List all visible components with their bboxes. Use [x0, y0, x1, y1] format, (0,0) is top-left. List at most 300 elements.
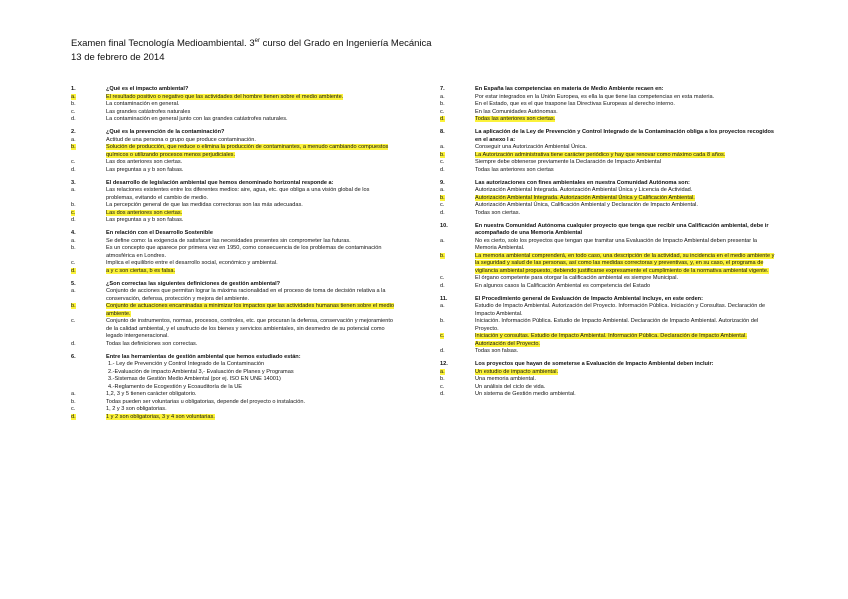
option-label-text: a.	[440, 93, 445, 100]
question-block	[440, 361, 775, 399]
answer-option	[71, 137, 396, 145]
option-label-text: d.	[71, 413, 76, 420]
answer-option	[71, 202, 396, 210]
option-text	[106, 210, 396, 218]
answer-option	[440, 187, 775, 195]
option-label	[71, 391, 106, 399]
option-text-content: Un estudio de impacto ambiental.	[475, 368, 559, 375]
question-block	[71, 129, 396, 174]
option-label-text: b.	[71, 144, 76, 150]
question-header	[71, 230, 396, 238]
answer-option	[71, 217, 396, 225]
sublist-item: 3.-Sistemas de Gestión Medio Ambiental (por ej. ISO EN UNE 14001)	[108, 376, 281, 382]
option-text	[475, 101, 775, 109]
option-text	[475, 195, 775, 203]
option-text-content: La percepción general de que las medidas correctoras son las más adecuadas.	[106, 202, 303, 208]
option-text	[106, 101, 396, 109]
option-label	[440, 210, 475, 218]
option-label	[71, 238, 106, 246]
answer-option	[71, 406, 396, 414]
option-text	[106, 94, 396, 102]
option-text	[475, 391, 775, 399]
answer-option	[440, 275, 775, 283]
answer-option	[440, 202, 775, 210]
option-label-text: d.	[440, 166, 445, 173]
option-label	[71, 202, 106, 210]
answer-option	[71, 245, 396, 260]
answer-option	[71, 318, 396, 341]
question-header	[71, 86, 396, 94]
option-text	[475, 333, 775, 348]
option-text-content: Todas las anteriores son ciertas.	[475, 116, 556, 122]
option-label-text: d.	[440, 116, 445, 122]
option-label	[440, 238, 475, 253]
option-label	[440, 101, 475, 109]
option-label-text: c.	[71, 406, 76, 412]
option-text-content: En el Estado, que es el que traspone las Directivas Europeas al derecho interno.	[475, 101, 675, 107]
option-text	[106, 399, 396, 407]
question-text: ¿Son correctas las siguientes definiciones de gestión ambiental?	[106, 280, 281, 287]
question-block	[440, 296, 775, 356]
option-label	[71, 109, 106, 117]
option-label	[440, 202, 475, 210]
option-label	[71, 144, 106, 159]
answer-option	[440, 238, 775, 253]
question-number: 3.	[71, 179, 76, 186]
option-label	[440, 283, 475, 291]
answer-option	[71, 116, 396, 124]
option-text-content: Todas son ciertas.	[475, 209, 521, 216]
question-block	[71, 180, 396, 225]
answer-option	[71, 109, 396, 117]
question-text: En nuestra Comunidad Autónoma cualquier proyecto que tenga que recibir una Calificación ambiental, debe ir acompañado de una Memoria Ambiental	[475, 222, 769, 236]
answer-option	[440, 283, 775, 291]
option-text-content: 1 y 2 son obligatorias, 3 y 4 son voluntarias.	[106, 413, 215, 420]
question-text: Las autorizaciones con fines ambientales en nuestra Comunidad Autónoma son:	[475, 179, 690, 186]
option-label-text: a.	[71, 391, 76, 397]
answer-option-correct	[71, 144, 396, 159]
option-text-content: 1,2, 3 y 5 tienen carácter obligatorio.	[106, 391, 197, 397]
option-text	[475, 275, 775, 283]
answer-option	[440, 384, 775, 392]
option-label-text: b.	[440, 376, 445, 382]
exam-title-rest: curso del Grado en Ingeniería Mecánica	[259, 38, 432, 50]
option-text-content: Las grandes catástrofes naturales	[106, 108, 191, 115]
option-text-content: Un sistema de Gestión medio ambiental.	[475, 391, 576, 397]
answer-option	[71, 159, 396, 167]
answer-option	[71, 341, 396, 349]
right-column	[440, 86, 775, 404]
option-label	[440, 116, 475, 124]
option-label	[71, 159, 106, 167]
option-text-content: Las relaciones existentes entre los diferentes medios: aire, agua, etc. que obliga a una visión global de los problemas, evitando el cambio de medio.	[106, 187, 370, 201]
answer-option	[71, 167, 396, 175]
question-header	[440, 223, 775, 238]
answer-option	[440, 144, 775, 152]
answer-option	[71, 187, 396, 202]
option-label	[440, 376, 475, 384]
answer-option	[440, 167, 775, 175]
option-text	[106, 109, 396, 117]
answer-option	[71, 238, 396, 246]
option-label-text: d.	[71, 267, 76, 274]
option-text-content: Iniciación. Información Pública. Estudio de Impacto Ambiental. Declaración de Impacto Ambiental. Autorización del Proyecto.	[475, 318, 759, 332]
option-text	[106, 406, 396, 414]
question-header	[71, 281, 396, 289]
question-header	[440, 129, 775, 144]
option-label-text: d.	[71, 217, 76, 223]
option-text	[106, 245, 396, 260]
option-text-content: Siempre debe obtenerse previamente la Declaración de Impacto Ambiental	[475, 159, 661, 165]
option-text-content: Conjunto de instrumentos, normas, procesos, controles, etc. que procuran la defensa, conservación y mejoramiento de la calidad ambiental, y el usufructo de los bienes y servicios ambientales, sin desmedro de su potencial como legado intergeneracional.	[106, 318, 393, 339]
exam-title	[71, 38, 432, 49]
answer-option-correct	[440, 369, 775, 377]
question-block	[440, 180, 775, 218]
answer-option-correct	[440, 116, 775, 124]
option-text-content: La contaminación en general.	[106, 101, 180, 107]
option-label	[440, 94, 475, 102]
sublist-item: 1.- Ley de Prevención y Control Integrado de la Contaminación	[108, 361, 265, 367]
question-number: 8.	[440, 129, 445, 135]
option-text	[106, 238, 396, 246]
left-column	[71, 86, 396, 427]
option-label	[440, 187, 475, 195]
question-number: 2.	[71, 129, 76, 135]
answer-option	[71, 391, 396, 399]
option-text	[475, 109, 775, 117]
option-text	[475, 202, 775, 210]
option-label	[440, 318, 475, 333]
option-label	[440, 275, 475, 283]
option-label-text: b.	[71, 303, 76, 309]
option-label-text: c.	[440, 383, 445, 390]
question-header	[71, 129, 396, 137]
option-label	[440, 348, 475, 356]
option-text	[475, 152, 775, 160]
option-text-content: Una memoria ambiental.	[475, 376, 536, 382]
option-text	[475, 303, 775, 318]
option-label-text: a.	[71, 136, 76, 143]
option-label-text: d.	[71, 340, 76, 347]
answer-option	[71, 101, 396, 109]
option-text-content: Conjunto de actuaciones encaminadas a minimizar los impactos que las actividades humanas tienen sobre el medio ambiente.	[106, 303, 394, 317]
option-label	[440, 333, 475, 348]
question-text: Los proyectos que hayan de someterse a Evaluación de Impacto Ambiental deben incluir:	[475, 361, 714, 367]
question-number: 6.	[71, 353, 76, 360]
option-label	[71, 260, 106, 268]
option-text-content: Conseguir una Autorización Ambiental Única.	[475, 144, 587, 150]
option-text	[106, 318, 396, 341]
option-label-text: b.	[440, 101, 445, 107]
question-number: 10.	[440, 222, 448, 229]
answer-option	[440, 109, 775, 117]
option-label-text: c.	[71, 209, 76, 216]
option-label	[71, 288, 106, 303]
sublist-item: 4.-Reglamento de Ecogestión y Ecoauditoría de la UE	[108, 383, 243, 390]
question-number: 4.	[71, 230, 76, 236]
option-label-text: c.	[71, 318, 76, 324]
answer-option	[440, 94, 775, 102]
answer-option-correct	[71, 268, 396, 276]
option-text	[106, 137, 396, 145]
option-text	[475, 167, 775, 175]
question-number: 9.	[440, 179, 445, 186]
option-text	[106, 159, 396, 167]
option-text	[106, 268, 396, 276]
option-label-text: c.	[440, 202, 445, 208]
option-label	[71, 94, 106, 102]
option-label-text: a.	[71, 288, 76, 294]
option-text-content: Las dos anteriores son ciertas.	[106, 209, 183, 216]
option-text-content: Las preguntas a y b son falsas.	[106, 166, 184, 173]
option-label-text: b.	[71, 398, 76, 405]
question-text: En España las competencias en materia de Medio Ambiente recaen en:	[475, 86, 664, 92]
option-label	[71, 210, 106, 218]
question-block	[71, 281, 396, 349]
option-text-content: La memoria ambiental comprenderá, en todo caso, una descripción de la actividad, su incidencia en el medio ambiente y la seguridad y salud de las personas, así como las medidas correctoras y preventivas, y, en su caso, el programa de vigilancia ambiental propuesto, debiendo justificarse expresamente el cumplimiento de la normativa ambiental vigente.	[475, 252, 775, 274]
option-text	[475, 238, 775, 253]
option-text-content: Es un concepto que aparece por primera vez en 1950, como consecuencia de los problemas de contaminación atmosférica en Londres.	[106, 245, 382, 259]
answer-option-correct	[71, 94, 396, 102]
option-text	[106, 303, 396, 318]
option-label-text: c.	[440, 333, 445, 339]
option-text-content: Las preguntas a y b son falsas.	[106, 217, 184, 223]
option-label	[71, 167, 106, 175]
question-number: 12.	[440, 361, 448, 367]
option-label	[71, 116, 106, 124]
option-label-text: b.	[440, 151, 445, 158]
option-label-text: a.	[440, 237, 445, 244]
answer-option-correct	[440, 333, 775, 348]
option-label-text: a.	[440, 144, 445, 150]
option-text	[106, 341, 396, 349]
option-label-text: a.	[440, 303, 445, 309]
question-header	[440, 361, 775, 369]
question-text: El Procedimiento general de Evaluación de Impacto Ambiental incluye, en este orden:	[475, 295, 703, 302]
option-text-content: La contaminación en general junto con las grandes catástrofes naturales.	[106, 116, 288, 122]
option-label	[71, 318, 106, 341]
question-text: La aplicación de la Ley de Prevención y Control Integrado de la Contaminación obliga a los proyectos recogidos en el anexo I a:	[475, 129, 775, 143]
option-text	[106, 288, 396, 303]
option-label	[71, 399, 106, 407]
question-sublist	[106, 361, 396, 391]
option-text	[475, 144, 775, 152]
question-number: 5.	[71, 280, 76, 287]
exam-title-main: Examen final Tecnología Medioambiental. 3	[71, 38, 255, 50]
option-label	[71, 406, 106, 414]
option-text	[475, 116, 775, 124]
option-label	[440, 391, 475, 399]
option-label	[71, 414, 106, 422]
question-text: ¿Qué es el impacto ambiental?	[106, 86, 189, 92]
option-label-text: c.	[71, 260, 76, 266]
option-text-content: En algunos casos la Calificación Ambiental es competencia del Estado	[475, 282, 651, 289]
question-header	[440, 180, 775, 188]
option-label-text: b.	[71, 245, 76, 251]
option-label-text: d.	[440, 391, 445, 397]
question-header	[440, 296, 775, 304]
option-text	[106, 217, 396, 225]
option-label-text: d.	[440, 209, 445, 216]
option-label-text: b.	[440, 252, 445, 259]
question-header	[71, 354, 396, 362]
option-text-content: No es cierto, solo los proyectos que tengan que tramitar una Evaluación de Impacto Ambiental deben presentar la Memoria Ambiental.	[475, 237, 758, 251]
option-label-text: a.	[440, 187, 445, 193]
question-text: ¿Qué es la prevención de la contaminación?	[106, 129, 225, 135]
option-label	[71, 341, 106, 349]
answer-option	[440, 391, 775, 399]
option-text	[475, 384, 775, 392]
question-block	[71, 230, 396, 275]
answer-option-correct	[440, 152, 775, 160]
answer-option-correct	[440, 195, 775, 203]
answer-option	[440, 376, 775, 384]
answer-option	[440, 210, 775, 218]
option-label-text: b.	[71, 202, 76, 208]
option-text-content: La Autorización administrativa tiene carácter periódico y hay que renovar como máximo cada 8 años.	[475, 151, 726, 158]
option-text-content: Todas son falsas.	[475, 348, 519, 354]
option-text	[475, 253, 775, 276]
option-text	[475, 187, 775, 195]
option-label	[440, 195, 475, 203]
question-block	[440, 86, 775, 124]
answer-option	[71, 288, 396, 303]
option-label-text: c.	[71, 108, 76, 115]
option-text-content: Todas las anteriores son ciertas	[475, 166, 554, 173]
option-text	[475, 369, 775, 377]
option-label	[71, 137, 106, 145]
option-text-content: Actitud de una persona o grupo que produce contaminación.	[106, 136, 256, 143]
question-number: 7.	[440, 86, 445, 92]
option-text-content: Implica el equilibrio entre el desarrollo social, económico y ambiental.	[106, 260, 278, 266]
option-text	[475, 348, 775, 356]
option-label-text: c.	[440, 275, 445, 281]
option-label-text: a.	[71, 237, 76, 244]
option-text	[106, 391, 396, 399]
option-text-content: El resultado positivo o negativo que las actividades del hombre tienen sobre el medio ambiente.	[106, 93, 344, 100]
option-text	[475, 210, 775, 218]
option-label-text: d.	[440, 282, 445, 289]
option-label-text: c.	[71, 159, 76, 165]
answer-option	[440, 101, 775, 109]
option-text-content: Estudio de Impacto Ambiental. Autorización del Proyecto. Información Pública. Iniciación y Consultas. Declaración de Impacto Ambiental.	[475, 303, 766, 317]
option-text	[475, 94, 775, 102]
option-text-content: Autorización Ambiental Única, Calificación Ambiental y Declaración de Impacto Ambiental.	[475, 202, 698, 208]
question-block	[71, 354, 396, 422]
option-label	[71, 187, 106, 202]
option-label-text: d.	[71, 166, 76, 173]
option-label	[71, 303, 106, 318]
option-text	[475, 283, 775, 291]
option-text	[106, 167, 396, 175]
question-block	[440, 129, 775, 174]
option-text	[475, 318, 775, 333]
option-label	[71, 217, 106, 225]
answer-option	[71, 399, 396, 407]
option-text-content: Iniciación y consultas. Estudio de Impacto Ambiental. Información Pública. Declaración de Impacto Ambiental. Autorización del Proyecto.	[475, 333, 747, 347]
option-label	[71, 101, 106, 109]
option-text	[475, 376, 775, 384]
question-header	[71, 180, 396, 188]
option-label	[440, 253, 475, 276]
option-text	[106, 116, 396, 124]
option-text	[106, 202, 396, 210]
option-label-text: d.	[440, 348, 445, 354]
option-text	[106, 260, 396, 268]
answer-option	[440, 159, 775, 167]
question-number: 1.	[71, 86, 76, 92]
option-label	[440, 144, 475, 152]
option-text-content: Autorización Ambiental Integrada. Autorización Ambiental Única y Licencia de Actividad.	[475, 187, 693, 193]
question-header	[440, 86, 775, 94]
sublist-item: 2.-Evaluación de impacto Ambiental 3,- Evaluación de Planes y Programas	[108, 368, 294, 375]
option-text	[106, 414, 396, 422]
option-label-text: a.	[71, 187, 76, 193]
answer-option	[440, 348, 775, 356]
answer-option	[440, 303, 775, 318]
exam-title-sup: er	[254, 38, 260, 44]
option-text-content: 1, 2 y 3 son obligatorias.	[106, 406, 167, 412]
option-label-text: d.	[71, 116, 76, 122]
option-text-content: Conjunto de acciones que permitan lograr la máxima racionalidad en el proceso de toma de decisión relativa a la conservación, defensa, protección y mejora del ambiente.	[106, 288, 386, 302]
option-text-content: a y c son ciertas, b es falsa.	[106, 267, 176, 274]
question-block	[440, 223, 775, 291]
option-label	[440, 109, 475, 117]
option-label	[440, 303, 475, 318]
option-label	[440, 369, 475, 377]
option-label-text: a.	[440, 368, 445, 375]
option-text-content: Por estar integrados en la Unión Europea, es ella la que tiene las competencias en esta materia.	[475, 93, 715, 100]
option-label	[440, 159, 475, 167]
option-label-text: b.	[440, 194, 445, 201]
option-label-text: b.	[71, 101, 76, 107]
option-text	[475, 159, 775, 167]
answer-option	[71, 260, 396, 268]
option-label	[440, 167, 475, 175]
option-label-text: c.	[440, 159, 445, 165]
question-number: 11.	[440, 295, 448, 302]
answer-option	[440, 318, 775, 333]
option-text-content: El órgano competente para otorgar la calificación ambiental es siempre Municipal.	[475, 275, 679, 281]
option-text-content: Todas las definiciones son correctas.	[106, 340, 198, 347]
answer-option-correct	[71, 210, 396, 218]
option-text-content: Las dos anteriores son ciertas.	[106, 159, 183, 165]
question-text: Entre las herramientas de gestión ambiental que hemos estudiado están:	[106, 353, 301, 360]
exam-date: 13 de febrero de 2014	[71, 52, 165, 63]
option-label	[440, 152, 475, 160]
question-text: El desarrollo de legislación ambiental que hemos denominado horizontal responde a:	[106, 179, 334, 186]
option-text-content: Se define como: la exigencia de satisfacer las necesidades presentes sin comprometer las futuras.	[106, 237, 351, 244]
question-text: En relación con el Desarrollo Sostenible	[106, 230, 213, 236]
option-label-text: c.	[440, 108, 445, 115]
option-text-content: En las Comunidades Autónomas.	[475, 108, 558, 115]
answer-option-correct	[440, 253, 775, 276]
option-text-content: Autorización Ambiental Integrada. Autorización Ambiental Única y Calificación Ambiental.	[475, 194, 695, 201]
option-text-content: Solución de producción, que reduce o elimina la producción de contaminantes, a menudo cambiando compuestos químicos o utilizando procesos menos perjudiciales.	[106, 144, 389, 158]
option-label-text: b.	[440, 318, 445, 324]
answer-option-correct	[71, 303, 396, 318]
option-text-content: Todas pueden ser voluntarias u obligatorias, depende del proyecto o instalación.	[106, 398, 306, 405]
option-label	[71, 245, 106, 260]
option-text	[106, 144, 396, 159]
option-label	[440, 384, 475, 392]
option-label	[71, 268, 106, 276]
option-text	[106, 187, 396, 202]
option-label-text: a.	[71, 93, 76, 100]
option-text-content: Un análisis del ciclo de vida.	[475, 383, 546, 390]
question-block	[71, 86, 396, 124]
answer-option-correct	[71, 414, 396, 422]
